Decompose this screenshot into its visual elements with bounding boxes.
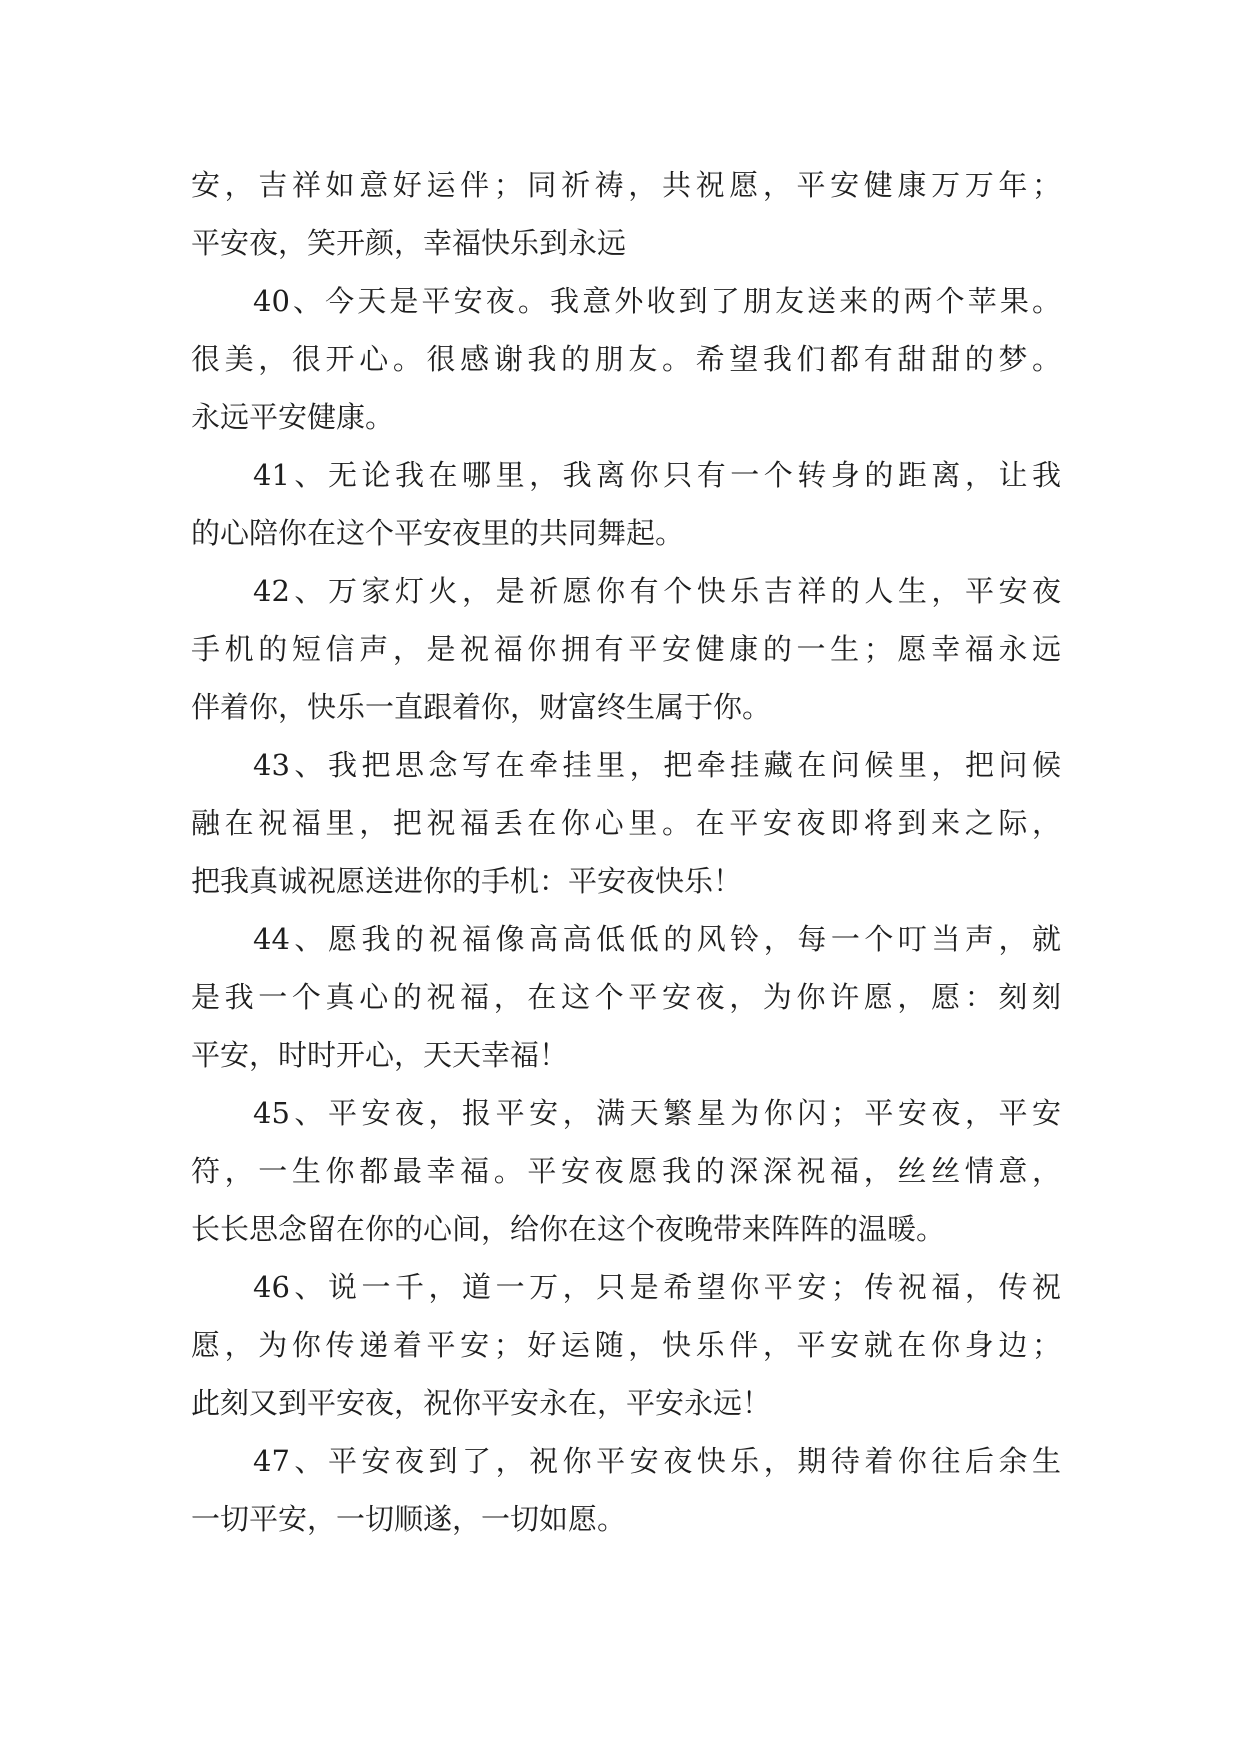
text-line: 永远平安健康。	[191, 400, 395, 434]
paragraph	[191, 1432, 1061, 1548]
paragraph	[191, 1258, 1061, 1432]
paragraph	[191, 736, 1061, 910]
text-line: 是我一个真心的祝福，在这个平安夜，为你许愿，愿：刻刻	[191, 980, 1061, 1014]
text-line: 42、万家灯火，是祈愿你有个快乐吉祥的人生，平安夜	[253, 574, 1061, 608]
paragraph	[191, 562, 1061, 736]
text-line: 把我真诚祝愿送进你的手机：平安夜快乐！	[191, 864, 743, 898]
text-line: 一切平安，一切顺遂，一切如愿。	[191, 1502, 627, 1536]
text-line: 愿，为你传递着平安；好运随，快乐伴，平安就在你身边；	[191, 1328, 1061, 1362]
text-line: 符，一生你都最幸福。平安夜愿我的深深祝福，丝丝情意，	[191, 1154, 1061, 1188]
text-line: 45、平安夜，报平安，满天繁星为你闪；平安夜，平安	[253, 1096, 1061, 1130]
text-line: 43、我把思念写在牵挂里，把牵挂藏在问候里，把问候	[253, 748, 1061, 782]
text-line: 41、无论我在哪里，我离你只有一个转身的距离，让我	[253, 458, 1061, 492]
text-line: 44、愿我的祝福像高高低低的风铃，每一个叮当声，就	[253, 922, 1061, 956]
text-line: 融在祝福里，把祝福丢在你心里。在平安夜即将到来之际，	[191, 806, 1061, 840]
paragraph	[191, 272, 1061, 446]
text-line: 平安，时时开心，天天幸福！	[191, 1038, 569, 1072]
text-line: 安，吉祥如意好运伴；同祈祷，共祝愿，平安健康万万年；	[191, 168, 1061, 202]
text-line: 40、今天是平安夜。我意外收到了朋友送来的两个苹果。	[253, 284, 1061, 318]
text-line: 长长思念留在你的心间，给你在这个夜晚带来阵阵的温暖。	[191, 1212, 946, 1246]
text-line: 伴着你，快乐一直跟着你，财富终生属于你。	[191, 690, 772, 724]
text-line: 手机的短信声，是祝福你拥有平安健康的一生；愿幸福永远	[191, 632, 1061, 666]
paragraph	[191, 446, 1061, 562]
text-line: 的心陪你在这个平安夜里的共同舞起。	[191, 516, 685, 550]
text-line: 此刻又到平安夜，祝你平安永在，平安永远！	[191, 1386, 772, 1420]
text-line: 47、平安夜到了，祝你平安夜快乐，期待着你往后余生	[253, 1444, 1061, 1478]
text-line: 46、说一千，道一万，只是希望你平安；传祝福，传祝	[253, 1270, 1061, 1304]
paragraph	[191, 1084, 1061, 1258]
text-line: 很美，很开心。很感谢我的朋友。希望我们都有甜甜的梦。	[191, 342, 1061, 376]
text-line: 平安夜，笑开颜，幸福快乐到永远	[191, 226, 627, 260]
paragraph	[191, 910, 1061, 1084]
paragraph	[191, 156, 1061, 272]
document-body	[191, 156, 1061, 1548]
